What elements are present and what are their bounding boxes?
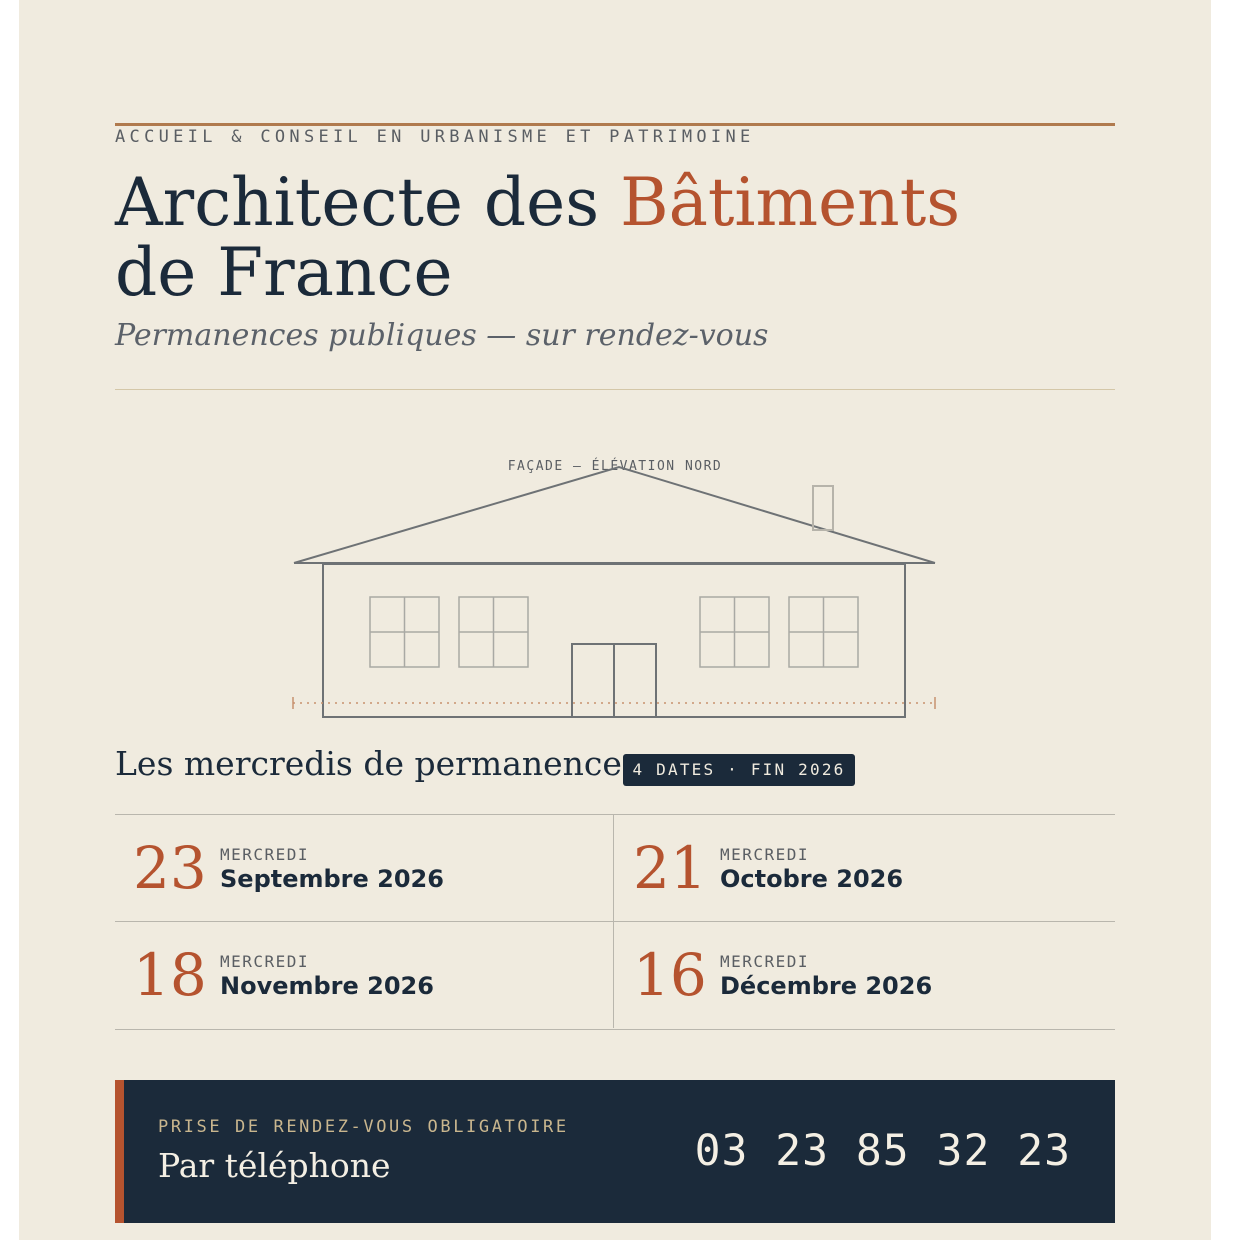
title-accent: Bâtiments xyxy=(620,164,961,241)
chimney xyxy=(813,486,833,530)
appointment-panel xyxy=(115,1080,1115,1223)
date-cell-2 xyxy=(615,815,1095,921)
poster-page xyxy=(19,0,1211,1240)
grid-divider-vertical xyxy=(613,815,614,1028)
date-cell-4 xyxy=(615,922,1095,1028)
date-day-number: 18 xyxy=(133,941,207,1009)
title-part-1: Architecte des xyxy=(115,164,621,241)
accent-bar xyxy=(115,1080,124,1223)
date-month-year: Septembre 2026 xyxy=(220,865,444,893)
date-day-number: 23 xyxy=(133,834,207,902)
date-weekday: MERCREDI xyxy=(220,845,310,864)
date-cell-3 xyxy=(115,922,595,1028)
date-cell-1 xyxy=(115,815,595,921)
facade-caption: FAÇADE — ÉLÉVATION NORD xyxy=(507,459,723,474)
date-weekday: MERCREDI xyxy=(720,845,810,864)
page-title xyxy=(115,164,1115,311)
date-month-year: Décembre 2026 xyxy=(720,972,933,1000)
facade-illustration xyxy=(115,440,1115,730)
date-day-number: 21 xyxy=(633,834,707,902)
dates-grid xyxy=(115,814,1115,1030)
date-weekday: MERCREDI xyxy=(220,952,310,971)
appointment-method: Par téléphone xyxy=(158,1146,391,1185)
date-day-number: 16 xyxy=(633,941,707,1009)
schedule-title: Les mercredis de permanence xyxy=(115,744,622,783)
roof-outline xyxy=(294,467,935,563)
appointment-label: PRISE DE RENDEZ-VOUS OBLIGATOIRE xyxy=(158,1117,569,1137)
date-month-year: Novembre 2026 xyxy=(220,972,434,1000)
date-weekday: MERCREDI xyxy=(720,952,810,971)
section-divider xyxy=(115,389,1115,390)
subtitle: Permanences publiques — sur rendez-vous xyxy=(115,318,769,353)
top-rule xyxy=(115,123,1115,126)
title-part-2: de France xyxy=(115,234,453,311)
eyebrow-text: ACCUEIL & CONSEIL EN URBANISME ET PATRIMOINE xyxy=(115,127,755,147)
dates-badge: 4 DATES · FIN 2026 xyxy=(623,754,855,786)
phone-number: 03 23 85 32 23 xyxy=(694,1126,1071,1176)
date-month-year: Octobre 2026 xyxy=(720,865,904,893)
house-drawing xyxy=(294,467,935,717)
poster-content xyxy=(115,0,1115,1240)
